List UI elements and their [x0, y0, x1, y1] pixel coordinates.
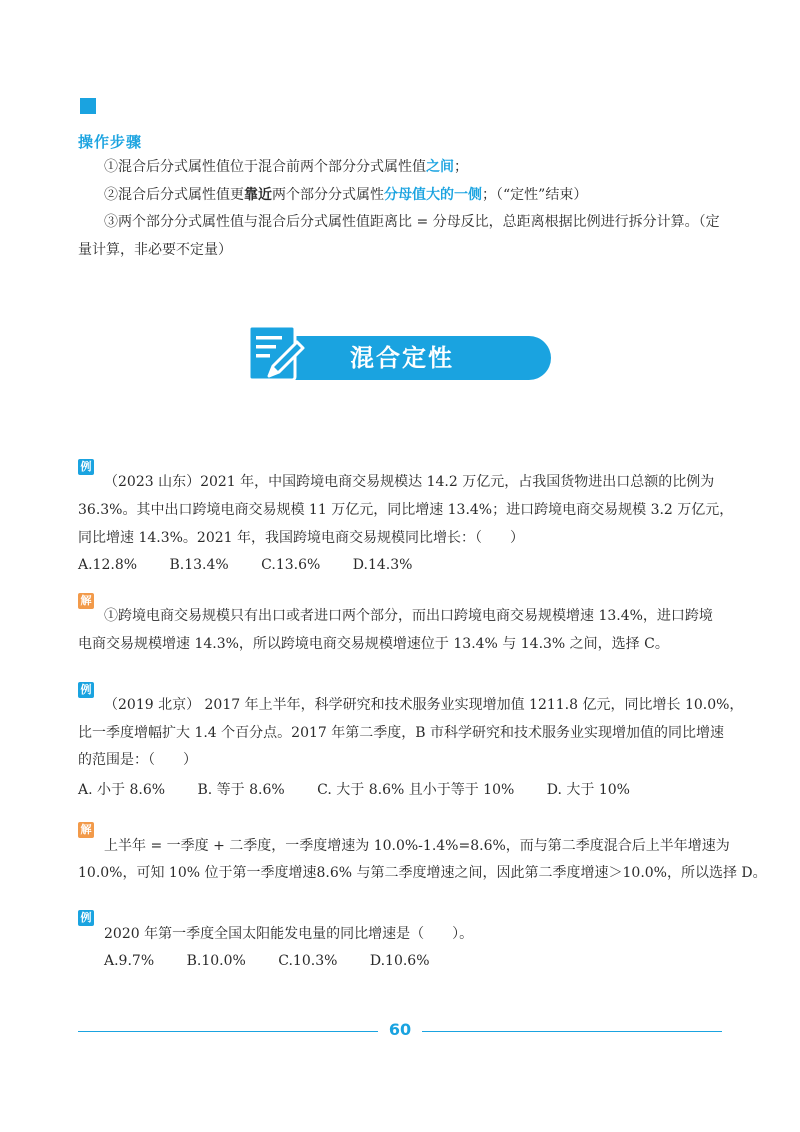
option-d: D.10.6%: [369, 953, 430, 969]
solution-1-line-2: 电商交易规模增速 14.3%，所以跨境电商交易规模增速位于 13.4% 与 14.3% 之间，选择 C。: [78, 636, 669, 652]
example-2-line-3: 的范围是：（ ）: [78, 752, 197, 768]
footer-rule-right: [422, 1031, 722, 1032]
section-label: 操作步骤: [78, 133, 143, 151]
example-2-options: [78, 779, 658, 799]
solution-tag: 解: [78, 822, 94, 838]
step-3-line-1: ③两个部分分式属性值与混合后分式属性值距离比 = 分母反比，总距离根据比例进行拆分计算。（定: [104, 214, 720, 230]
example-2-line-2: 比一季度增幅扩大 1.4 个百分点。2017 年第二季度，B 市科学研究和技术服务业实现增加值的同比增速: [78, 725, 724, 741]
solution-2-line-1: 上半年 = 一季度 + 二季度，一季度增速为 10.0%-1.4%=8.6%，而与第二季度混合后上半年增速为: [104, 838, 730, 854]
step-3-line-2: 量计算，非必要不定量）: [78, 242, 232, 258]
option-a: A. 小于 8.6%: [78, 782, 166, 798]
option-d: D. 大于 10%: [546, 782, 630, 798]
notepad-pencil-icon: [247, 324, 309, 386]
example-1-options: [78, 557, 440, 573]
option-d: D.14.3%: [352, 557, 413, 573]
example-3-line-1: 2020 年第一季度全国太阳能发电量的同比增速是（ ）。: [104, 926, 474, 942]
example-1-line-3: 同比增速 14.3%。2021 年，我国跨境电商交易规模同比增长：（ ）: [78, 530, 525, 546]
example-tag: 例: [78, 459, 94, 475]
solution-tag: 解: [78, 593, 94, 609]
example-1-line-2: 36.3%。其中出口跨境电商交易规模 11 万亿元，同比增速 13.4%；进口跨境电商交易规模 3.2 万亿元，: [78, 502, 734, 518]
option-c: C. 大于 8.6% 且小于等于 10%: [317, 782, 515, 798]
step-2-emphasis: 分母值大的一侧: [384, 187, 482, 203]
step-2-text: ②混合后分式属性值更: [104, 187, 244, 203]
option-a: A.9.7%: [104, 953, 155, 969]
option-b: B. 等于 8.6%: [197, 782, 285, 798]
option-b: B.13.4%: [169, 557, 229, 573]
step-1: [104, 157, 468, 177]
option-a: A.12.8%: [78, 557, 138, 573]
example-1-line-1: （2023 山东）2021 年，中国跨境电商交易规模达 14.2 万亿元，占我国货物进出口总额的比例为: [104, 474, 715, 490]
footer-rule-left: [78, 1031, 378, 1032]
banner-title: 混合定性: [350, 344, 454, 372]
example-3-options: [104, 953, 458, 969]
step-1-emphasis: 之间: [426, 159, 454, 175]
solution-1-line-1: ①跨境电商交易规模只有出口或者进口两个部分，而出口跨境电商交易规模增速 13.4%，进口跨境: [104, 608, 713, 624]
step-2: [104, 185, 587, 205]
option-b: B.10.0%: [186, 953, 246, 969]
step-1-end: ；: [454, 159, 468, 175]
solution-2-line-2: 10.0%，可知 10% 位于第一季度增速8.6% 与第二季度增速之间，因此第二季度增速＞10.0%，所以选择 D。: [78, 865, 767, 881]
page-number: 60: [388, 1020, 412, 1039]
section-marker: [80, 98, 96, 114]
option-c: C.13.6%: [261, 557, 321, 573]
example-2-line-1: （2019 北京） 2017 年上半年，科学研究和技术服务业实现增加值 1211.8 亿元，同比增长 10.0%，: [104, 697, 744, 713]
step-2-bold: 靠近: [244, 187, 272, 203]
step-2-end: ；（“定性”结束）: [482, 187, 588, 203]
example-tag: 例: [78, 910, 94, 926]
step-2-text-b: 两个部分分式属性: [272, 187, 384, 203]
example-tag: 例: [78, 682, 94, 698]
step-1-text: ①混合后分式属性值位于混合前两个部分分式属性值: [104, 159, 426, 175]
option-c: C.10.3%: [278, 953, 338, 969]
